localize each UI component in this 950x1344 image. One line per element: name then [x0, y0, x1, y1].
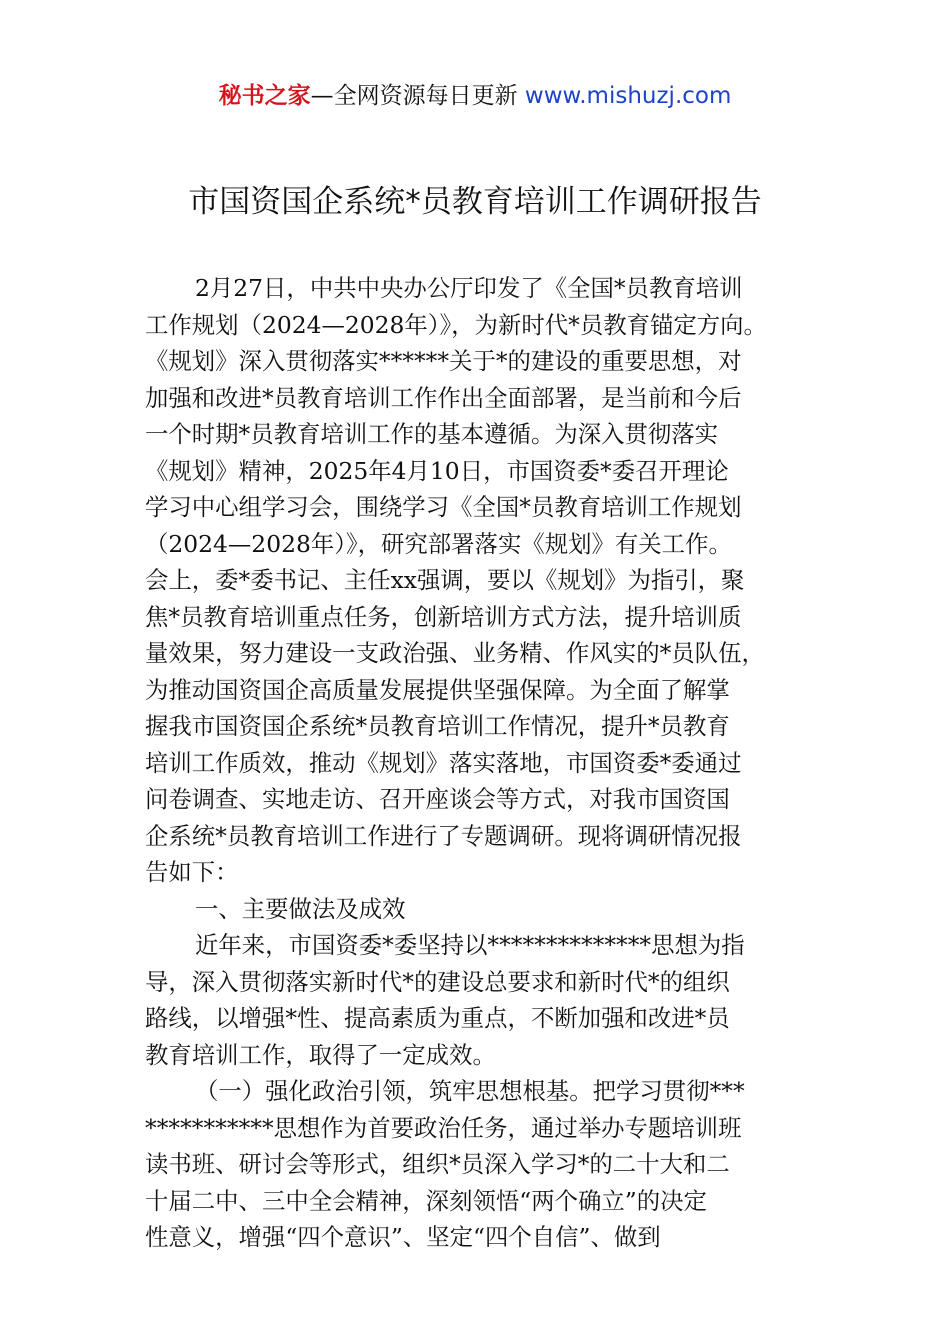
body-line: 十届二中、三中全会精神，深刻领悟“两个确立”的决定 [145, 1186, 707, 1215]
body-line: 告如下： [145, 858, 239, 886]
body-line: 读书班、研讨会等形式，组织*员深入学习*的二十大和二 [145, 1150, 730, 1178]
section-heading: 一、主要做法及成效 [195, 894, 406, 923]
body-line: 加强和改进*员教育培训工作作出全面部署，是当前和今后 [145, 383, 742, 412]
body-line: 企系统*员教育培训工作进行了专题调研。现将调研情况报 [145, 821, 742, 850]
site-url-link[interactable]: www.mishuzj.com [524, 83, 732, 109]
body-line: 培训工作质效，推动《规划》落实落地，市国资委*委通过 [145, 748, 742, 777]
body-line: 2月27日，中共中央办公厅印发了《全国*员教育培训 [195, 274, 743, 302]
body-line: 性意义，增强“四个意识”、坚定“四个自信”、做到 [145, 1223, 661, 1251]
body-line: 一个时期*员教育培训工作的基本遵循。为深入贯彻落实 [145, 420, 719, 448]
body-line: （2024—2028年）》，研究部署落实《规划》有关工作。 [145, 529, 732, 558]
body-line: 握我市国资国企系统*员教育培训工作情况，提升*员教育 [145, 712, 730, 740]
body-line: 《规划》深入贯彻落实******关于*的建设的重要思想，对 [145, 347, 742, 375]
body-line: 焦*员教育培训重点任务，创新培训方式方法，提升培训质 [145, 602, 742, 631]
subsection-line: （一）强化政治引领，筑牢思想根基。把学习贯彻*** [195, 1077, 745, 1105]
body-line: 量效果，努力建设一支政治强、业务精、作风实的*员队伍， [145, 639, 765, 667]
body-line: 会上，委*委书记、主任xx强调，要以《规划》为指引，聚 [145, 566, 745, 594]
brand-name: 秘书之家 [218, 83, 311, 109]
body-line: 问卷调查、实地走访、召开座谈会等方式，对我市国资国 [145, 785, 730, 813]
document-title: 市国资国企系统*员教育培训工作调研报告 [188, 184, 762, 220]
body-line: 近年来，市国资委*委坚持以**************思想为指 [195, 931, 745, 959]
site-header [0, 80, 950, 112]
body-line: ***********思想作为首要政治任务，通过举办专题培训班 [145, 1113, 742, 1142]
body-line: 工作规划（2024—2028年）》，为新时代*员教育锚定方向。 [145, 310, 767, 339]
document-body [145, 270, 810, 1256]
body-line: 教育培训工作，取得了一定成效。 [145, 1040, 496, 1069]
body-line: 《规划》精神，2025年4月10日，市国资委*委召开理论 [145, 456, 729, 485]
body-line: 路线，以增强*性、提高素质为重点，不断加强和改进*员 [145, 1004, 730, 1032]
body-line: 为推动国资国企高质量发展提供坚强保障。为全面了解掌 [145, 675, 730, 704]
header-tagline: —全网资源每日更新 [310, 83, 525, 109]
body-line: 学习中心组学习会，围绕学习《全国*员教育培训工作规划 [145, 493, 742, 521]
body-line: 导，深入贯彻落实新时代*的建设总要求和新时代*的组织 [145, 967, 730, 996]
